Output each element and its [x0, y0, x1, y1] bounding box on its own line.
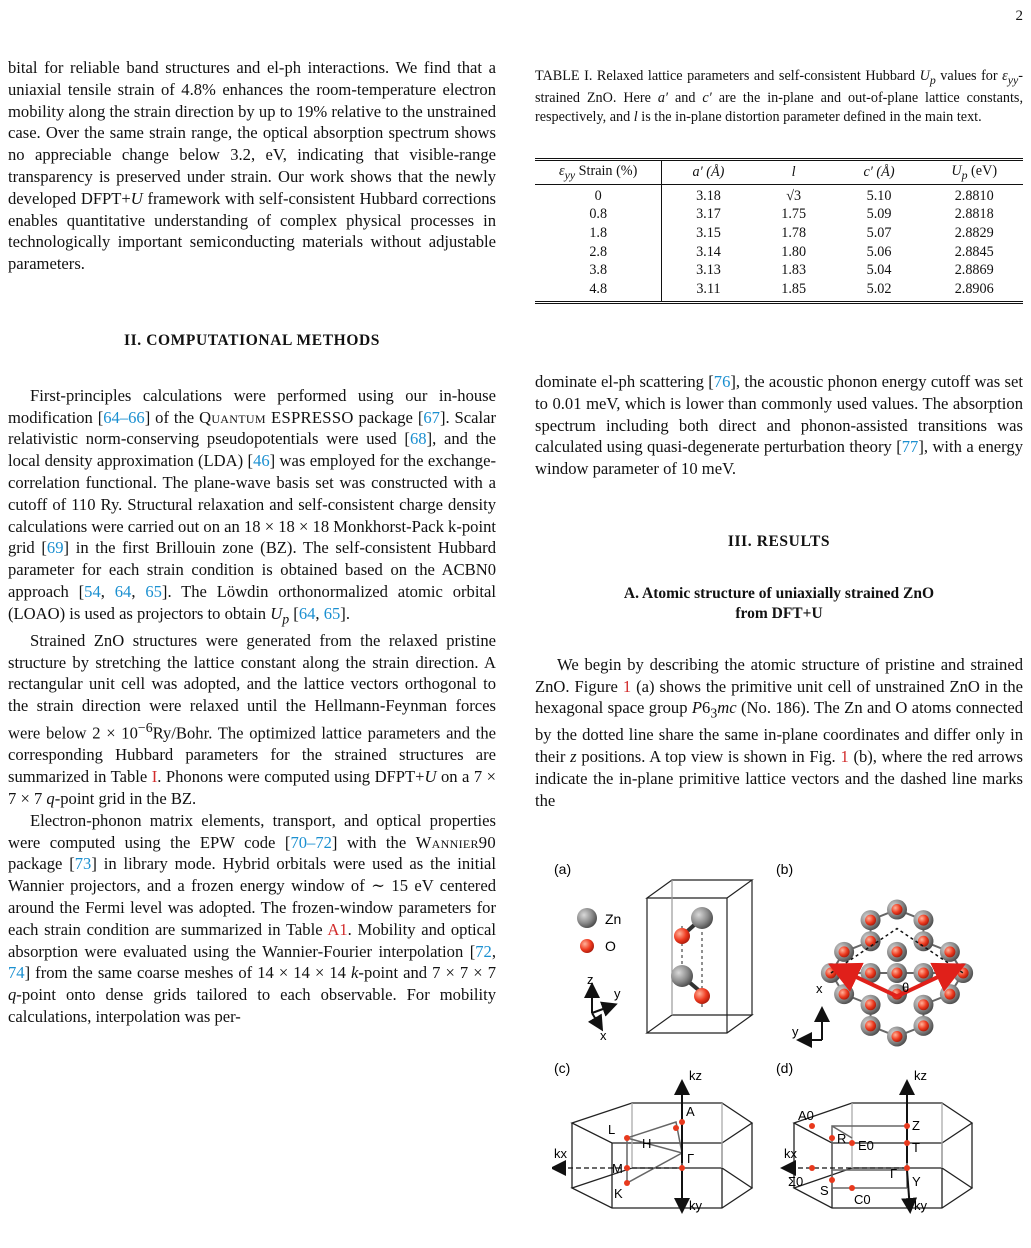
- citation-link[interactable]: 65: [145, 581, 162, 601]
- o-atom: [892, 968, 903, 979]
- cell-a: 3.18: [696, 187, 721, 204]
- bz-d-point-S: S: [820, 1183, 829, 1198]
- o-atom: [918, 968, 929, 979]
- citation-link[interactable]: 70: [290, 832, 308, 852]
- header-a: a′ (Å): [662, 160, 755, 185]
- zn-atom: [691, 907, 713, 929]
- o-atom: [694, 988, 710, 1004]
- o-atom: [674, 928, 690, 944]
- o-atom: [865, 999, 876, 1010]
- cell-l: 1.83: [781, 262, 807, 279]
- citation-link[interactable]: 69: [46, 538, 64, 558]
- o-atom: [865, 915, 876, 926]
- cell-a: 3.17: [696, 206, 721, 223]
- panel-b-top-view: [821, 900, 973, 1047]
- methods-paragraph-1: First-principles calculations were performed using our in-house modification [64–66] of the Quantum ESPRESSO package [67]. Scalar relativistic norm-conserving pseudopotentials were used [68], and the local density approximation (LDA) [46] was employed for the exchange-correlation functional. The plane-wave basis set was constructed with a cutoff of 110 Ry. Structural relaxation and self-consistent charge density calculations were carried out on an 18 × 18 × 18 Monkhorst-Pack k-point grid [69] in the first Brillouin zone (BZ). The self-consistent Hubbard parameter for each strain condition is obtained based on the ACBN0 approach [54, 64, 65]. The Löwdin orthonormalized atomic orbital (LOAO) is used as projectors to obtain $U_p$ [64, 65].: [8, 385, 497, 627]
- citation-link[interactable]: 64: [114, 581, 132, 601]
- cell-l: 1.85: [781, 280, 807, 297]
- cell-up: 2.8810: [954, 187, 994, 204]
- cell-strain: 0.8: [535, 205, 662, 224]
- header-c: c′ (Å): [833, 160, 926, 185]
- citation-link[interactable]: 65: [323, 603, 341, 623]
- panel-label-b: (b): [776, 861, 794, 877]
- bz-d-point-T: T: [912, 1140, 920, 1155]
- cell-l: √3: [786, 187, 802, 204]
- cell-up: 2.8906: [954, 280, 994, 297]
- o-atom: [944, 946, 955, 957]
- cell-strain: 1.8: [535, 224, 662, 243]
- o-atom: [892, 946, 903, 957]
- table-row: [535, 184, 1023, 205]
- figure-link[interactable]: 1: [840, 747, 849, 767]
- cell-l: 1.75: [781, 206, 807, 223]
- table-row: [535, 280, 1023, 303]
- o-atom: [865, 968, 876, 979]
- o-atom: [892, 904, 903, 915]
- bz-c-point-K: K: [614, 1186, 623, 1201]
- panel-c-brillouin-zone: [572, 1103, 752, 1208]
- bz-c-point-H: H: [642, 1136, 652, 1151]
- o-atom: [918, 936, 929, 947]
- bz-d-point-A0: A0: [798, 1108, 814, 1123]
- cell-strain: 4.8: [535, 280, 662, 303]
- cell-a: 3.15: [696, 225, 721, 242]
- cell-up: 2.8829: [954, 225, 994, 242]
- section-heading-methods: II. COMPUTATIONAL METHODS: [124, 331, 380, 349]
- cell-l: 1.78: [781, 225, 807, 242]
- o-atom: [892, 1031, 903, 1042]
- bz-d-point-R: R: [837, 1131, 847, 1146]
- header-up: $U_p$ (eV): [925, 160, 1023, 185]
- cell-c: 5.04: [866, 262, 892, 279]
- cell-strain: 0: [535, 184, 662, 205]
- table-row: [535, 243, 1023, 262]
- cell-up: 2.8845: [954, 243, 994, 260]
- methods-paragraph-3: Electron-phonon matrix elements, transport, and optical properties were computed using the EPW code [70–72] with the Wannier90 package [73] in library mode. Hybrid orbitals were used as the initial Wannier projectors, and a frozen energy window of ∼ 15 eV centered around the Fermi level was adopted. The frozen-window parameters for each strain condition are summarized in Table A1. Mobility and optical absorption were evaluated using the Wannier-Fourier interpolation [72, 74] from the same coarse meshes of 14 × 14 × 14 k-point and 7 × 7 × 7 q-point onto dense grids tailored to each observable. For mobility calculations, interpolation was per-: [8, 810, 497, 1026]
- citation-link[interactable]: 72: [475, 941, 492, 961]
- header-l: l: [755, 160, 833, 185]
- axis-y-label-b: y: [792, 1024, 799, 1039]
- table-link[interactable]: I: [151, 767, 158, 787]
- cell-c: 5.02: [866, 280, 892, 297]
- o-atom: [865, 1020, 876, 1031]
- cell-a: 3.14: [696, 243, 721, 260]
- o-atom: [839, 989, 850, 1000]
- bz-d-point-E0: E0: [858, 1138, 874, 1153]
- cell-c: 5.07: [866, 225, 892, 242]
- section-heading-results: III. RESULTS: [727, 532, 831, 550]
- figure-link[interactable]: 1: [622, 676, 632, 696]
- panel-label-d: (d): [776, 1060, 794, 1076]
- citation-link[interactable]: 68: [409, 429, 427, 449]
- table-row: [535, 261, 1023, 280]
- o-atom: [958, 968, 969, 979]
- citation-link[interactable]: 72: [315, 832, 332, 852]
- citation-link[interactable]: 46: [253, 451, 270, 471]
- bz-d-point-Gamma: Γ: [890, 1166, 898, 1181]
- legend-o-label: O: [605, 938, 616, 954]
- bz-d-kx-label: kx: [784, 1146, 797, 1161]
- bz-c-kz-label: kz: [689, 1068, 702, 1083]
- citation-link[interactable]: 66: [128, 407, 145, 427]
- bz-c-kx-label: kx: [554, 1146, 567, 1161]
- citation-link[interactable]: 67: [423, 407, 440, 427]
- o-atom: [918, 1020, 929, 1031]
- table-row: [535, 205, 1023, 224]
- cell-c: 5.09: [866, 206, 892, 223]
- zn-legend-atom: [577, 908, 597, 928]
- methods-paragraph-2: Strained ZnO structures were generated from the relaxed pristine structure by stretching the lattice constant along the strain direction. A rectangular unit cell was adopted, and the lattice vectors orthogonal to the strain direction were relaxed until the Hellmann-Feynman forces were below $2 \times 10^{-6}Ry$/Bohr. The optimized lattice parameters and the corresponding Hubbard parameters for the strained structures are summarized in Table I. Phonons were computed using DFPT+U on a 7 × 7 × 7 q-point grid in the BZ.: [8, 630, 497, 808]
- cell-strain: 2.8: [535, 243, 662, 262]
- cell-up: 2.8869: [954, 262, 994, 279]
- cell-l: 1.80: [781, 243, 807, 260]
- o-atom: [839, 946, 850, 957]
- subsection-heading-a: A. Atomic structure of uniaxially strained ZnO from DFT+U: [623, 584, 935, 622]
- bz-d-point-Z: Z: [912, 1118, 920, 1133]
- bz-c-point-Gamma: Γ: [687, 1151, 695, 1166]
- o-atom: [918, 915, 929, 926]
- panel-a-unit-cell: [577, 880, 752, 1043]
- theta-label: θ: [902, 980, 910, 995]
- figure-1: [552, 858, 1022, 1238]
- cell-strain: 3.8: [535, 261, 662, 280]
- citation-link[interactable]: 73: [74, 854, 92, 874]
- table-link[interactable]: A1: [327, 919, 348, 939]
- o-atom: [865, 936, 876, 947]
- continuation-paragraph: dominate el-ph scattering [76], the acoustic phonon energy cutoff was set to 0.01 meV, which is lower than commonly used values. The absorption spectrum including both direct and phonon-assisted transitions was calculated using quasi-degenerate perturbation theory [77], with a energy window parameter of 10 meV.: [535, 372, 1023, 479]
- bz-d-point-Sigma0: Σ0: [788, 1174, 804, 1189]
- intro-paragraph: bital for reliable band structures and el-ph interactions. We find that a uniaxial tensile strain of 4.8% enhances the room-temperature electron mobility along the strain direction by up to 19% relative to the unstrained case. Over the same strain range, the optical absorption spectrum shows no appreciable change below 3.2, eV, indicating that visible-range transparency is preserved under strain. Our work shows that the newly developed DFPT+U framework with self-consistent Hubbard corrections enables quantitative understanding of complex physical processes in technologically important semiconducting materials without adjustable parameters.: [8, 58, 496, 274]
- cell-c: 5.10: [866, 187, 892, 204]
- cell-a: 3.11: [696, 280, 721, 297]
- o-atom: [918, 999, 929, 1010]
- o-legend-atom: [580, 939, 594, 953]
- axis-y-label: y: [614, 986, 621, 1001]
- citation-link[interactable]: 77: [901, 437, 919, 457]
- left-column: [8, 57, 496, 1028]
- cell-c: 5.06: [866, 243, 892, 260]
- table-row: [535, 224, 1023, 243]
- bz-c-point-L: L: [608, 1122, 616, 1137]
- citation-link[interactable]: 54: [84, 581, 101, 601]
- page-number: 2: [1015, 8, 1023, 24]
- legend-zn-label: Zn: [605, 911, 622, 927]
- bz-d-point-Y: Y: [912, 1174, 921, 1189]
- bz-d-ky-label: ky: [914, 1198, 927, 1213]
- axis-z-label: z: [587, 972, 594, 987]
- bz-d-kz-label: kz: [914, 1068, 927, 1083]
- axis-x-label: x: [600, 1028, 607, 1043]
- zn-atom: [671, 965, 693, 987]
- table-caption: TABLE I. Relaxed lattice parameters and self-consistent Hubbard $U_p$ values for $\varepsilon_{yy}$-strained ZnO. Here a′ and c′ are the in-plane and out-of-plane lattice constants, respectively, and l is the in-plane distortion parameter defined in the main text.: [535, 68, 1023, 125]
- bz-c-ky-label: ky: [689, 1198, 702, 1213]
- header-strain: $\varepsilon_{yy}$ Strain (%): [535, 160, 662, 185]
- citation-link[interactable]: 74: [8, 963, 25, 983]
- citation-link[interactable]: 76: [713, 372, 731, 391]
- panel-label-c: (c): [554, 1060, 571, 1076]
- o-atom: [944, 989, 955, 1000]
- bz-d-point-C0: C0: [854, 1192, 871, 1207]
- bz-c-point-A: A: [686, 1104, 695, 1119]
- cell-up: 2.8818: [954, 206, 994, 223]
- panel-label-a: (a): [554, 861, 572, 877]
- axis-x-label-b: x: [816, 981, 823, 996]
- citation-link[interactable]: 64: [103, 407, 120, 427]
- bz-c-point-M: M: [612, 1161, 623, 1176]
- right-column: [535, 371, 1023, 812]
- table-header-row: [535, 160, 1023, 185]
- cell-a: 3.13: [696, 262, 721, 279]
- results-paragraph-1: We begin by describing the atomic structure of pristine and strained ZnO. Figure 1 (a) shows the primitive unit cell of unstrained ZnO in the hexagonal space group $P6_3mc$ (No. 186). The Zn and O atoms connected by the dotted line share the same in-plane coordinates and differ only in their z positions. A top view is shown in Fig. 1 (b), where the red arrows indicate the in-plane primitive lattice vectors and the dashed line marks the: [535, 654, 1024, 810]
- citation-link[interactable]: 64: [298, 603, 316, 623]
- lattice-parameter-table: [535, 158, 1023, 304]
